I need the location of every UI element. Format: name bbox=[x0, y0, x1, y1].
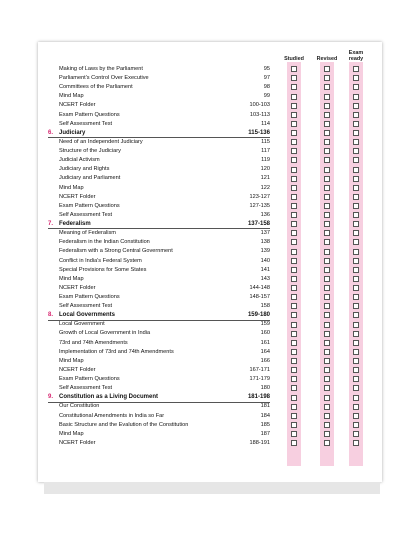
entry-pages: 161 bbox=[260, 339, 270, 346]
exam-ready-checkbox[interactable] bbox=[353, 66, 359, 72]
entry-title: NCERT Folder bbox=[59, 366, 96, 373]
exam-ready-checkbox[interactable] bbox=[353, 249, 359, 255]
exam-ready-checkbox[interactable] bbox=[353, 148, 359, 154]
entry-title: Our Constitution bbox=[59, 403, 100, 410]
studied-checkbox[interactable] bbox=[291, 422, 297, 428]
studied-checkbox[interactable] bbox=[291, 440, 297, 446]
entry-pages: 180 bbox=[260, 385, 270, 392]
studied-checkbox[interactable] bbox=[291, 395, 297, 401]
studied-checkbox[interactable] bbox=[291, 139, 297, 145]
revised-checkbox[interactable] bbox=[324, 294, 330, 300]
entry-pages: 141 bbox=[260, 266, 270, 273]
entry-title: Basic Structure and the Evalution of the Constitution bbox=[59, 421, 189, 428]
entry-pages: 188-191 bbox=[249, 439, 270, 446]
revised-checkbox[interactable] bbox=[324, 276, 330, 282]
entry-title: Exam Pattern Questions bbox=[59, 111, 120, 118]
exam-ready-checkbox[interactable] bbox=[353, 294, 359, 300]
entry-pages: 136 bbox=[260, 211, 270, 218]
entry-title: Judiciary and Rights bbox=[59, 166, 110, 173]
entry-pages: 181-198 bbox=[247, 394, 270, 401]
entry-pages: 160 bbox=[260, 330, 270, 337]
studied-checkbox[interactable] bbox=[291, 185, 297, 191]
entry-title: Judiciary and Parliament bbox=[59, 175, 121, 182]
revised-checkbox[interactable] bbox=[324, 212, 330, 218]
studied-checkbox[interactable] bbox=[291, 249, 297, 255]
studied-checkbox[interactable] bbox=[291, 157, 297, 163]
studied-checkbox[interactable] bbox=[291, 239, 297, 245]
studied-checkbox[interactable] bbox=[291, 404, 297, 410]
exam-ready-checkbox[interactable] bbox=[353, 331, 359, 337]
studied-checkbox[interactable] bbox=[291, 276, 297, 282]
entry-title: Meaning of Federalism bbox=[59, 230, 116, 237]
entry-title: Mind Map bbox=[59, 184, 84, 191]
exam-ready-checkbox[interactable] bbox=[353, 312, 359, 318]
entry-pages: 117 bbox=[261, 148, 270, 155]
revised-checkbox[interactable] bbox=[324, 404, 330, 410]
studied-checkbox[interactable] bbox=[291, 176, 297, 182]
exam-ready-checkbox[interactable] bbox=[353, 431, 359, 437]
entry-pages: 115 bbox=[261, 138, 270, 145]
studied-checkbox[interactable] bbox=[291, 413, 297, 419]
entry-pages: 144-148 bbox=[249, 284, 270, 291]
studied-checkbox[interactable] bbox=[291, 431, 297, 437]
entry-title: Self Assessment Test bbox=[59, 303, 113, 310]
revised-checkbox[interactable] bbox=[324, 285, 330, 291]
revised-checkbox[interactable] bbox=[324, 84, 330, 90]
entry-pages: 159-180 bbox=[247, 312, 270, 319]
revised-checkbox[interactable] bbox=[324, 75, 330, 81]
entry-title: Making of Laws by the Parliament bbox=[59, 66, 143, 72]
entry-title: Growth of Local Government in India bbox=[59, 330, 151, 337]
exam-ready-checkbox[interactable] bbox=[353, 94, 359, 100]
studied-checkbox[interactable] bbox=[291, 66, 297, 72]
revised-checkbox[interactable] bbox=[324, 103, 330, 109]
exam-ready-checkbox[interactable] bbox=[353, 121, 359, 127]
exam-ready-checkbox[interactable] bbox=[353, 203, 359, 209]
studied-checkbox[interactable] bbox=[291, 376, 297, 382]
entry-title: Parliament's Control Over Executive bbox=[59, 75, 149, 82]
chapter-number: 9. bbox=[48, 394, 54, 401]
entry-title: 73rd and 74th Amendments bbox=[59, 339, 128, 346]
studied-checkbox[interactable] bbox=[291, 148, 297, 154]
entry-pages: 123-127 bbox=[249, 193, 270, 200]
entry-title: NCERT Folder bbox=[59, 102, 96, 109]
entry-title: Federalism in the Indian Constitution bbox=[59, 239, 150, 246]
exam-ready-checkbox[interactable] bbox=[353, 276, 359, 282]
entry-title: Mind Map bbox=[59, 93, 84, 100]
entry-pages: 127-135 bbox=[249, 202, 270, 209]
entry-pages: 140 bbox=[260, 257, 270, 264]
entry-title: NCERT Folder bbox=[59, 284, 96, 291]
chapter-number: 6. bbox=[48, 129, 54, 136]
exam-ready-checkbox[interactable] bbox=[353, 422, 359, 428]
toc-entry bbox=[38, 438, 270, 449]
entry-pages: 97 bbox=[263, 75, 270, 82]
exam-ready-checkbox[interactable] bbox=[353, 267, 359, 273]
entry-pages: 122 bbox=[260, 184, 270, 191]
entry-title: Special Provisions for Some States bbox=[59, 266, 147, 273]
exam-ready-checkbox[interactable] bbox=[353, 404, 359, 410]
page-bottom-edge bbox=[44, 482, 380, 494]
entry-pages: 171-179 bbox=[249, 376, 270, 383]
entry-pages: 98 bbox=[263, 84, 270, 91]
entry-pages: 137 bbox=[260, 230, 270, 237]
entry-pages: 185 bbox=[260, 421, 270, 428]
entry-pages: 99 bbox=[263, 93, 270, 100]
studied-checkbox[interactable] bbox=[291, 112, 297, 118]
revised-checkbox[interactable] bbox=[324, 221, 330, 227]
studied-checkbox[interactable] bbox=[291, 331, 297, 337]
entry-title: Implementation of 73rd and 74th Amendments bbox=[59, 348, 174, 355]
exam-ready-checkbox[interactable] bbox=[353, 322, 359, 328]
entry-title: Federalism bbox=[59, 221, 91, 228]
studied-checkbox[interactable] bbox=[291, 285, 297, 291]
studied-checkbox[interactable] bbox=[291, 312, 297, 318]
exam-ready-checkbox[interactable] bbox=[353, 413, 359, 419]
entry-pages: 120 bbox=[260, 166, 270, 173]
exam-ready-checkbox[interactable] bbox=[353, 84, 359, 90]
revised-checkbox[interactable] bbox=[324, 312, 330, 318]
entry-title: Judicial Activism bbox=[59, 157, 100, 164]
exam-ready-checkbox[interactable] bbox=[353, 349, 359, 355]
revised-checkbox[interactable] bbox=[324, 431, 330, 437]
exam-ready-checkbox[interactable] bbox=[353, 212, 359, 218]
exam-ready-checkbox[interactable] bbox=[353, 194, 359, 200]
entry-title: Self Assessment Test bbox=[59, 385, 113, 392]
entry-pages: 115-136 bbox=[248, 129, 270, 136]
exam-ready-checkbox[interactable] bbox=[353, 385, 359, 391]
revised-checkbox[interactable] bbox=[324, 249, 330, 255]
revised-checkbox[interactable] bbox=[324, 358, 330, 364]
studied-checkbox[interactable] bbox=[291, 130, 297, 136]
exam-ready-checkbox[interactable] bbox=[353, 367, 359, 373]
entry-pages: 181 bbox=[260, 403, 270, 410]
exam-ready-checkbox[interactable] bbox=[353, 176, 359, 182]
entry-title: Exam Pattern Questions bbox=[59, 376, 120, 383]
revised-checkbox[interactable] bbox=[324, 167, 330, 173]
studied-checkbox[interactable] bbox=[291, 75, 297, 81]
entry-title: Constitution as a Living Document bbox=[59, 394, 159, 401]
exam-ready-checkbox[interactable] bbox=[353, 167, 359, 173]
studied-checkbox[interactable] bbox=[291, 167, 297, 173]
exam-ready-checkbox[interactable] bbox=[353, 103, 359, 109]
exam-ready-checkbox[interactable] bbox=[353, 112, 359, 118]
entry-pages: 95 bbox=[263, 66, 270, 72]
exam-ready-checkbox[interactable] bbox=[353, 340, 359, 346]
entry-title: Local Government bbox=[59, 321, 105, 328]
entry-pages: 167-171 bbox=[249, 366, 270, 373]
entry-title: Mind Map bbox=[59, 357, 84, 364]
exam-ready-checkbox[interactable] bbox=[353, 395, 359, 401]
exam-ready-checkbox[interactable] bbox=[353, 75, 359, 81]
revised-checkbox[interactable] bbox=[324, 267, 330, 273]
studied-checkbox[interactable] bbox=[291, 340, 297, 346]
revised-checkbox[interactable] bbox=[324, 258, 330, 264]
entry-title: Self Assessment Test bbox=[59, 211, 113, 218]
studied-checkbox[interactable] bbox=[291, 84, 297, 90]
studied-checkbox[interactable] bbox=[291, 194, 297, 200]
entry-title: Exam Pattern Questions bbox=[59, 294, 120, 300]
studied-checkbox[interactable] bbox=[291, 212, 297, 218]
revised-checkbox[interactable] bbox=[324, 322, 330, 328]
column-header-studied: Studied bbox=[284, 56, 304, 62]
revised-checkbox[interactable] bbox=[324, 422, 330, 428]
column-header-exam-ready: Exam ready bbox=[348, 50, 364, 62]
entry-title: Conflict in India's Federal System bbox=[59, 257, 142, 264]
entry-pages: 148-157 bbox=[249, 294, 270, 300]
revised-checkbox[interactable] bbox=[324, 440, 330, 446]
revised-checkbox[interactable] bbox=[324, 203, 330, 209]
exam-ready-checkbox[interactable] bbox=[353, 130, 359, 136]
entry-title: Mind Map bbox=[59, 275, 84, 282]
entry-title: Committees of the Parliament bbox=[59, 84, 133, 91]
entry-pages: 138 bbox=[260, 239, 270, 246]
entry-title: Structure of the Judiciary bbox=[59, 148, 121, 155]
revised-checkbox[interactable] bbox=[324, 395, 330, 401]
entry-pages: 100-103 bbox=[249, 102, 270, 109]
entry-title: NCERT Folder bbox=[59, 439, 96, 446]
studied-checkbox[interactable] bbox=[291, 258, 297, 264]
entry-pages: 137-158 bbox=[247, 221, 270, 228]
studied-checkbox[interactable] bbox=[291, 221, 297, 227]
revised-checkbox[interactable] bbox=[324, 148, 330, 154]
studied-checkbox[interactable] bbox=[291, 103, 297, 109]
exam-ready-checkbox[interactable] bbox=[353, 185, 359, 191]
revised-checkbox[interactable] bbox=[324, 340, 330, 346]
revised-checkbox[interactable] bbox=[324, 385, 330, 391]
revised-checkbox[interactable] bbox=[324, 130, 330, 136]
studied-checkbox[interactable] bbox=[291, 267, 297, 273]
entry-pages: 166 bbox=[260, 357, 270, 364]
entry-pages: 103-113 bbox=[249, 111, 270, 118]
entry-pages: 139 bbox=[260, 248, 270, 255]
studied-checkbox[interactable] bbox=[291, 203, 297, 209]
revised-checkbox[interactable] bbox=[324, 367, 330, 373]
revised-checkbox[interactable] bbox=[324, 121, 330, 127]
entry-pages: 184 bbox=[260, 412, 270, 419]
studied-checkbox[interactable] bbox=[291, 121, 297, 127]
entry-pages: 119 bbox=[261, 157, 270, 164]
revised-checkbox[interactable] bbox=[324, 157, 330, 163]
exam-ready-checkbox[interactable] bbox=[353, 303, 359, 309]
studied-checkbox[interactable] bbox=[291, 367, 297, 373]
exam-ready-checkbox[interactable] bbox=[353, 157, 359, 163]
revised-checkbox[interactable] bbox=[324, 331, 330, 337]
revised-checkbox[interactable] bbox=[324, 239, 330, 245]
revised-checkbox[interactable] bbox=[324, 66, 330, 72]
entry-title: Exam Pattern Questions bbox=[59, 202, 120, 209]
chapter-number: 7. bbox=[48, 221, 54, 228]
revised-checkbox[interactable] bbox=[324, 376, 330, 382]
entry-pages: 114 bbox=[261, 120, 270, 127]
exam-ready-checkbox[interactable] bbox=[353, 258, 359, 264]
studied-checkbox[interactable] bbox=[291, 230, 297, 236]
exam-ready-checkbox[interactable] bbox=[353, 230, 359, 236]
entry-title: Federalism with a Strong Central Government bbox=[59, 248, 173, 255]
chapter-number: 8. bbox=[48, 312, 54, 319]
revised-checkbox[interactable] bbox=[324, 176, 330, 182]
entry-title: Constitutional Amendments in India so Far bbox=[59, 412, 165, 419]
exam-ready-checkbox[interactable] bbox=[353, 440, 359, 446]
entry-title: Mind Map bbox=[59, 430, 84, 437]
entry-pages: 164 bbox=[260, 348, 270, 355]
exam-ready-checkbox[interactable] bbox=[353, 139, 359, 145]
entry-pages: 158 bbox=[260, 303, 270, 310]
studied-checkbox[interactable] bbox=[291, 94, 297, 100]
studied-checkbox[interactable] bbox=[291, 303, 297, 309]
exam-ready-checkbox[interactable] bbox=[353, 358, 359, 364]
entry-title: NCERT Folder bbox=[59, 193, 96, 200]
revised-checkbox[interactable] bbox=[324, 194, 330, 200]
entry-pages: 143 bbox=[260, 275, 270, 282]
exam-ready-checkbox[interactable] bbox=[353, 239, 359, 245]
entry-title: Need of an Independent Judiciary bbox=[59, 138, 143, 145]
studied-checkbox[interactable] bbox=[291, 349, 297, 355]
studied-checkbox[interactable] bbox=[291, 358, 297, 364]
exam-ready-checkbox[interactable] bbox=[353, 221, 359, 227]
exam-ready-checkbox[interactable] bbox=[353, 285, 359, 291]
exam-ready-checkbox[interactable] bbox=[353, 376, 359, 382]
entry-pages: 159 bbox=[260, 321, 270, 328]
revised-checkbox[interactable] bbox=[324, 185, 330, 191]
entry-title: Self Assessment Test bbox=[59, 120, 113, 127]
revised-checkbox[interactable] bbox=[324, 413, 330, 419]
revised-checkbox[interactable] bbox=[324, 303, 330, 309]
revised-checkbox[interactable] bbox=[324, 139, 330, 145]
entry-title: Judiciary bbox=[59, 129, 86, 136]
column-header-revised: Revised bbox=[316, 56, 338, 62]
document-page bbox=[38, 42, 382, 482]
revised-checkbox[interactable] bbox=[324, 230, 330, 236]
studied-checkbox[interactable] bbox=[291, 322, 297, 328]
studied-checkbox[interactable] bbox=[291, 385, 297, 391]
revised-checkbox[interactable] bbox=[324, 112, 330, 118]
entry-title: Local Governments bbox=[59, 312, 116, 319]
revised-checkbox[interactable] bbox=[324, 94, 330, 100]
entry-pages: 121 bbox=[260, 175, 270, 182]
revised-checkbox[interactable] bbox=[324, 349, 330, 355]
entry-pages: 187 bbox=[260, 430, 270, 437]
studied-checkbox[interactable] bbox=[291, 294, 297, 300]
